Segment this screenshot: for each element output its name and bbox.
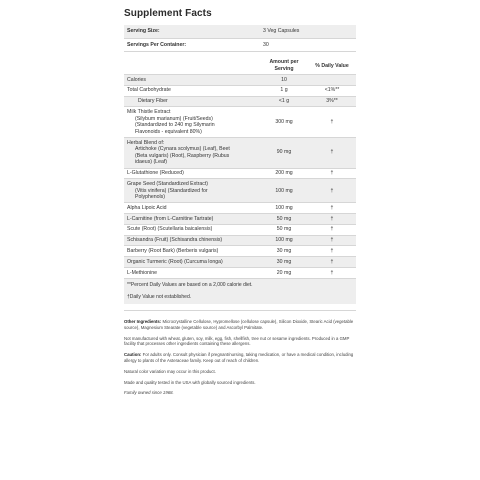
- table-row: L-Carnitine (from L-Carnitine Tartrate) 50 mg †: [124, 214, 356, 225]
- table-row: Herbal Blend of: Artichoke (Cynara scolymus) (Leaf), Beet (Beta vulgaris) (Root), Raspberry (Rubus idaeus) (Leaf) 90 mg †: [124, 137, 356, 168]
- divider: [124, 310, 356, 311]
- table-row: L-Methionine 20 mg †: [124, 267, 356, 278]
- table-row: Schisandra (Fruit) (Schisandra chinensis) 100 mg †: [124, 235, 356, 246]
- table-row: Grape Seed (Standardized Extract) (Vitis vinifera) (Standardized for Polyphenols) 100 mg †: [124, 179, 356, 203]
- footnote-not-established: †Daily Value not established.: [124, 291, 356, 304]
- caution-statement: Caution: For adults only. Consult physician if pregnant/nursing, taking medication, or have a medical condition, including allergy to plants of the Asteraceae family. Keep out of reach of children.: [124, 352, 354, 363]
- servings-label: Servings Per Container:: [124, 38, 260, 52]
- serving-size-label: Serving Size:: [124, 25, 260, 38]
- header-row: [124, 58, 356, 75]
- serving-size-row: [124, 25, 356, 38]
- table-row: L-Glutathione (Reduced) 200 mg †: [124, 168, 356, 179]
- other-ingredients: Other Ingredients: Microcrystalline Cellulose, Hypromellose (cellulose capsule), Silicon Dioxide, Stearic Acid (vegetable source), Magnesium Stearate (vegetable source) and Ascorbyl Palmitate.: [124, 318, 354, 330]
- header-amount: Amount per Serving: [260, 58, 308, 75]
- servings-row: [124, 38, 356, 52]
- serving-size-value: 3 Veg Capsules: [260, 25, 356, 38]
- panel-title: Supplement Facts: [124, 8, 212, 19]
- table-row: Barberry (Root Bark) (Berberis vulgaris) 30 mg †: [124, 246, 356, 257]
- footnote-row: [124, 278, 356, 291]
- supplement-facts-panel: [124, 8, 356, 401]
- table-row: Dietary Fiber <1 g 3%**: [124, 96, 356, 107]
- facts-table: [124, 25, 356, 304]
- table-row: Alpha Lipoic Acid 100 mg †: [124, 203, 356, 214]
- table-row: Total Carbohydrate 1 g <1%**: [124, 85, 356, 96]
- table-row: Milk Thistle Extract (Silybum marianum) (Fruit/Seeds) (Standardized to 240 mg Silymarin Flavonoids - equivalent 80%) 300 mg †: [124, 107, 356, 138]
- servings-value: 30: [260, 38, 356, 52]
- made-in-usa-note: Made and quality tested in the USA with globally sourced ingredients.: [124, 379, 256, 385]
- table-row: Organic Turmeric (Root) (Curcuma longa) 30 mg †: [124, 257, 356, 268]
- footnote-daily-values: **Percent Daily Values are based on a 2,000 calorie diet.: [124, 278, 356, 291]
- header-dv: % Daily Value: [308, 58, 356, 75]
- footnote-row: [124, 291, 356, 304]
- family-owned-note: Family owned since 1968.: [124, 390, 174, 396]
- color-variation-note: Natural color variation may occur in this product.: [124, 368, 216, 374]
- table-row: Calories 10: [124, 75, 356, 86]
- label-footer: [124, 319, 356, 396]
- allergen-statement: Not manufactured with wheat, gluten, soy, milk, egg, fish, shellfish, tree nut or sesame ingredients. Produced in a GMP facility that processes other ingredients containing these allergens.: [124, 335, 350, 347]
- table-row: Scute (Root) (Scutellaria baicalensis) 50 mg †: [124, 224, 356, 235]
